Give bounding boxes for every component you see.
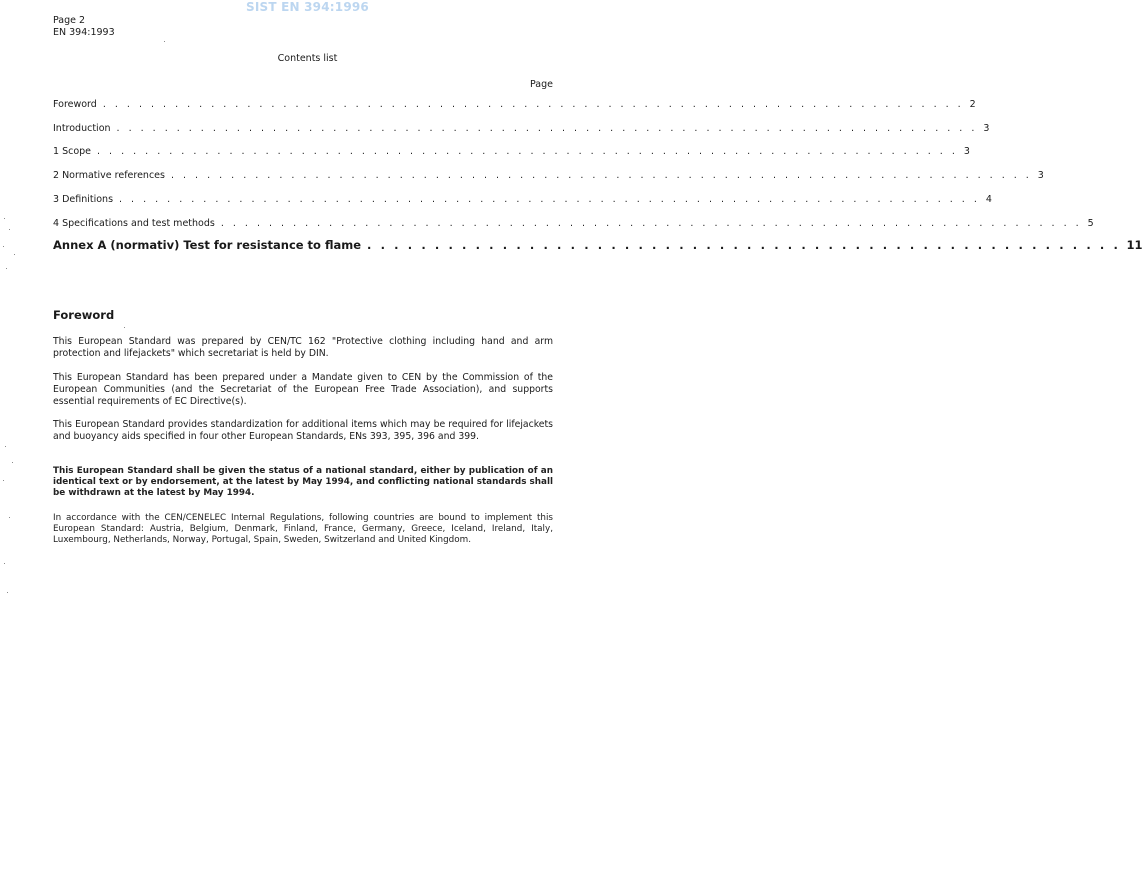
foreword-paragraph: This European Standard provides standardization for additional items which may be required for lifejackets and buoyancy aids specified in four other European Standards, ENs 393, 395, 396 and 399. — [53, 419, 553, 442]
foreword-heading: Foreword — [53, 308, 115, 322]
toc-entry-specifications — [53, 218, 1094, 232]
toc-entry-label: 4 Specifications and test methods — [53, 218, 215, 229]
toc-leader: . . . . . . . . . . . . . . . . . . . . . . . . . . . . . . . . . . . . . . . . . . . . . . . . . . . . . . . . . . . . . . . . . . . . . . . . — [220, 218, 1082, 229]
toc-entry-definitions — [53, 194, 992, 208]
scan-speck — [14, 254, 15, 255]
toc-entry-page: 11 — [1126, 238, 1143, 252]
watermark: SIST EN 394:1996 — [246, 0, 369, 14]
toc-entry-page: 3 — [983, 123, 990, 134]
toc-leader: . . . . . . . . . . . . . . . . . . . . . . . . . . . . . . . . . . . . . . . . . . . . . . . . . . . . . . . . — [367, 238, 1121, 252]
toc-entry-page: 2 — [969, 99, 976, 110]
foreword-paragraph: This European Standard shall be given the status of a national standard, either by publication of an identical text or by endorsement, at the latest by May 1994, and conflicting national standards shall be withdrawn at the latest by May 1994. — [53, 466, 553, 499]
standard-id: EN 394:1993 — [53, 27, 115, 38]
scan-speck — [6, 268, 7, 269]
page-header — [53, 15, 115, 39]
toc-entry-annex-a — [53, 238, 1143, 254]
contents-title: Contents list — [277, 53, 338, 64]
toc-leader: . . . . . . . . . . . . . . . . . . . . . . . . . . . . . . . . . . . . . . . . . . . . . . . . . . . . . . . . . . . . . . . . . . . . . . . . — [170, 170, 1032, 181]
page-column-label: Page — [530, 79, 553, 90]
toc-entry-normative-references — [53, 170, 1044, 184]
scan-speck — [4, 563, 5, 564]
toc-entry-page: 5 — [1087, 218, 1094, 229]
scan-speck — [124, 327, 125, 328]
scan-speck — [164, 41, 165, 42]
scan-speck — [4, 218, 5, 219]
toc-leader: . . . . . . . . . . . . . . . . . . . . . . . . . . . . . . . . . . . . . . . . . . . . . . . . . . . . . . . . . . . . . . . . . . . . . . . . — [97, 146, 958, 157]
toc-entry-label: 1 Scope — [53, 146, 92, 157]
scan-speck — [3, 480, 4, 481]
scan-speck — [9, 517, 10, 518]
toc-entry-page: 4 — [985, 194, 992, 205]
scan-speck — [7, 592, 8, 593]
scan-speck — [3, 246, 4, 247]
foreword-paragraph: In accordance with the CEN/CENELEC Internal Regulations, following countries are bound to implement this European Standard: Austria, Belgium, Denmark, Finland, France, Germany, Greece, Iceland, Ireland, Italy, Luxembourg, Netherlands, Norway, Portugal, Spain, Sweden, Switzerland and United Kingdom. — [53, 513, 553, 546]
scan-speck — [9, 229, 10, 230]
page-number: Page 2 — [53, 15, 86, 26]
foreword-paragraph: This European Standard has been prepared under a Mandate given to CEN by the Commission of the European Communities (and the Secretariat of the European Free Trade Association), and supports essential requirements of EC Directive(s). — [53, 372, 553, 407]
toc-entry-label: Foreword — [53, 99, 97, 110]
toc-leader: . . . . . . . . . . . . . . . . . . . . . . . . . . . . . . . . . . . . . . . . . . . . . . . . . . . . . . . . . . . . . . . . . . . . . . . . — [119, 194, 980, 205]
toc-entry-foreword — [53, 99, 976, 113]
toc-entry-page: 3 — [1037, 170, 1044, 181]
toc-entry-page: 3 — [963, 146, 970, 157]
toc-entry-label: 3 Definitions — [53, 194, 114, 205]
foreword-paragraph: This European Standard was prepared by CEN/TC 162 "Protective clothing including hand and arm protection and lifejackets" which secretariat is held by DIN. — [53, 336, 553, 359]
toc-entry-introduction — [53, 123, 990, 137]
toc-entry-scope — [53, 146, 970, 160]
toc-entry-label: Annex A (normativ) Test for resistance to flame — [53, 238, 362, 252]
toc-leader: . . . . . . . . . . . . . . . . . . . . . . . . . . . . . . . . . . . . . . . . . . . . . . . . . . . . . . . . . . . . . . . . . . . . . . . . — [116, 123, 978, 134]
toc-entry-label: 2 Normative references — [53, 170, 165, 181]
scan-speck — [5, 446, 6, 447]
toc-leader: . . . . . . . . . . . . . . . . . . . . . . . . . . . . . . . . . . . . . . . . . . . . . . . . . . . . . . . . . . . . . . . . . . . . . . . . — [102, 99, 964, 110]
scan-speck — [12, 462, 13, 463]
toc-entry-label: Introduction — [53, 123, 111, 134]
